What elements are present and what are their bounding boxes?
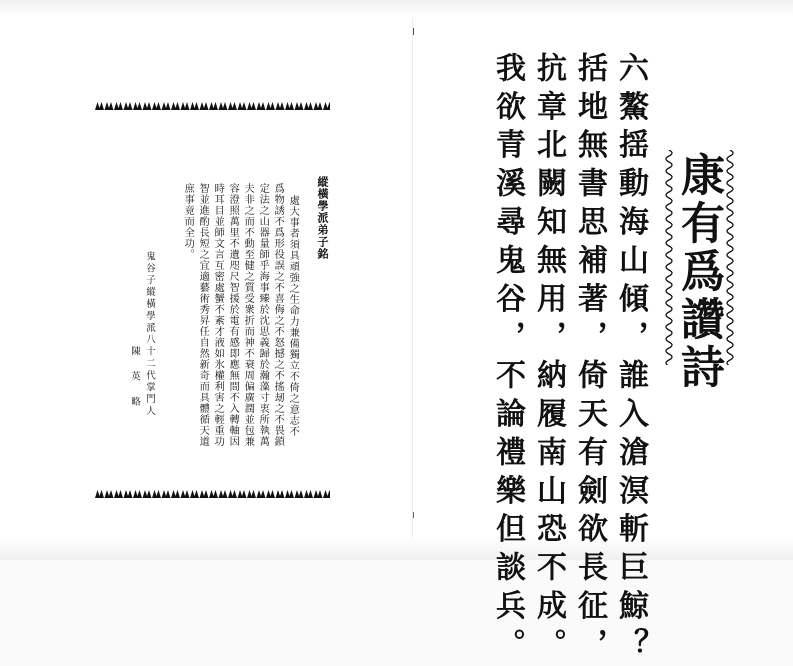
poem-line-4: 我欲青溪尋鬼谷，不論禮樂但談兵。 (490, 52, 525, 666)
signature-title: 鬼谷子縱橫學派八十二代掌門人 (144, 251, 155, 418)
inscription-column-5: 容澄照萬里不遺咫尺智援於電有感即應無間不入轉軸因 (227, 183, 239, 447)
title-wave-right (723, 150, 737, 365)
page-bottom-shadow (0, 538, 793, 560)
inscription-column-7: 智並進酌長短之宜適藝術秀昇任自然新奇而具體循天道 (197, 183, 209, 447)
poem-title: 康有爲讚詩 (673, 152, 724, 392)
left-page-title: 縱橫學派弟子銘 (316, 176, 329, 260)
signature-name: 陳 英 略 (129, 346, 140, 409)
inscription-column-1: 處大事者須具頑強之生命力兼備獨立不倚之意志不 (287, 195, 299, 437)
inscription-column-4: 夫非之而不動至健之質受衆折而神不衰周偏廣潤並包兼 (242, 183, 254, 447)
inscription-column-3: 定法之山器量師乎海事臻於沈思義歸於瀚藻寸衷所執萬 (257, 183, 269, 447)
poem-line-3: 抗章北闕知無用，納履南山恐不成。 (531, 52, 566, 666)
poem-line-1: 六鰲揺動海山傾，誰入滄溟斬巨鯨？ (613, 52, 648, 666)
book-gutter (412, 18, 413, 538)
ornament-border-bottom (93, 487, 330, 501)
gutter-mark-top (413, 28, 414, 35)
inscription-column-6: 時耳目並師文言互密處蟹不紊才液如氷權利害之輕重功 (212, 183, 224, 447)
page-top-shadow (0, 0, 793, 18)
gutter-mark-bottom (413, 512, 414, 518)
inscription-column-8: 庶事竟而全功。 (182, 183, 194, 260)
inscription-column-2: 爲物誘不爲形役誤之不喜侮之不怒撼之不搖刼之不畏鎖 (272, 183, 284, 447)
poem-line-2: 括地無書思補著，倚天有劍欲長征， (572, 52, 607, 666)
ornament-border-top (93, 99, 330, 113)
